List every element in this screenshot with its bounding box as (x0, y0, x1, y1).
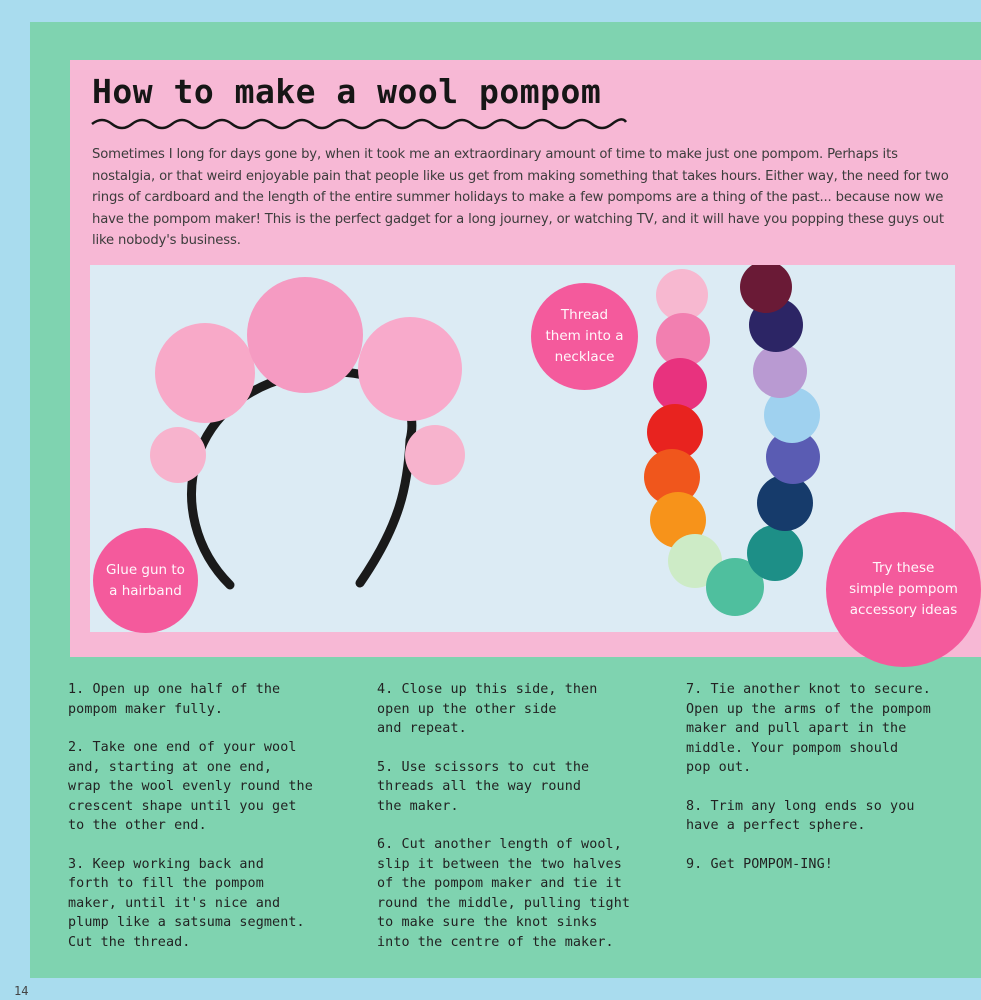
bubble-accessory-ideas: Try these simple pompom accessory ideas (826, 512, 981, 667)
page-title: How to make a wool pompom (92, 72, 602, 111)
step-5: 5. Use scissors to cut the threads all the way round the maker. (377, 759, 590, 814)
bubble-hairband: Glue gun to a hairband (93, 528, 198, 633)
page-number: 14 (14, 984, 29, 998)
step-8: 8. Trim any long ends so you have a perfect sphere. (686, 798, 915, 833)
pompom-illustration (90, 265, 955, 632)
wavy-underline (90, 114, 630, 134)
accessories-photo (90, 265, 955, 632)
step-3: 3. Keep working back and forth to fill the pompom maker, until it's nice and plump like a satsuma segment. Cut the thread. (68, 856, 305, 950)
step-4: 4. Close up this side, then open up the other side and repeat. (377, 682, 598, 736)
step-1: 1. Open up one half of the pompom maker fully. (68, 682, 281, 717)
step-2: 2. Take one end of your wool and, starting at one end, wrap the wool evenly round the crescent shape until you get to the other end. (68, 740, 313, 833)
steps-column-1 (68, 680, 313, 971)
step-7: 7. Tie another knot to secure. Open up the arms of the pompom maker and pull apart in the middle. Your pompom should pop out. (686, 682, 931, 775)
intro-paragraph: Sometimes I long for days gone by, when it took me an extraordinary amount of time to make just one pompom. Perhaps its nostalgia, or that weird enjoyable pain that people like us get from making something that takes hours. Either way, the need for two rings of cardboard and the length of the entire summer holidays to make a few pompoms are a thing of the past... because now we have the pompom maker! This is the perfect gadget for a long journey, or watching TV, and it will have you popping these guys out like nobody's business. (92, 147, 949, 248)
step-9: 9. Get POMPOM-ING! (686, 856, 833, 872)
steps-column-2 (377, 680, 630, 971)
step-6: 6. Cut another length of wool, slip it between the two halves of the pompom maker and tie it round the middle, pulling tight to make sure the knot sinks into the centre of the maker. (377, 837, 631, 950)
steps-column-3 (686, 680, 931, 893)
bubble-necklace: Thread them into a necklace (531, 283, 638, 390)
